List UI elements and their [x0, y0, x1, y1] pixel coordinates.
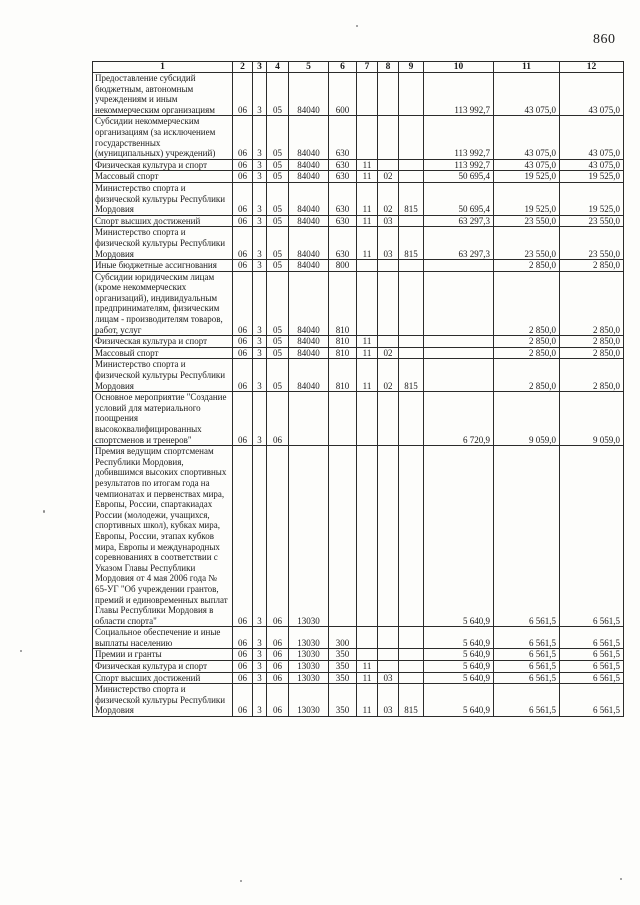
- column-6-cell: 630: [329, 116, 357, 159]
- column-12-cell: 9 059,0: [560, 392, 624, 446]
- column-7-cell: [357, 271, 378, 336]
- column-10-cell: 5 640,9: [424, 627, 494, 649]
- column-8-cell: [378, 73, 399, 116]
- row-label-cell: Премия ведущим спортсменам Республики Мордовия, добившимся высоких спортивных результатов по итогам года на чемпионатах и первенствах мира, Европы, России, спартакиадах России (молодежи, учащихся, спортивных школ), кубках мира, Европы, России, этапах кубков мира, Европы и международных соревнованиях в соответствии с Указом Главы Республики Мордовия от 4 мая 2006 года № 65-УГ "Об учреждении грантов, премий и единовременных выплат Главы Республики Мордовия в области спорта": [93, 446, 233, 627]
- column-12-cell: 6 561,5: [560, 649, 624, 661]
- column-9-cell: [399, 661, 424, 673]
- column-12-cell: 2 850,0: [560, 260, 624, 272]
- column-header-10: 10: [424, 62, 494, 73]
- column-2-cell: 06: [233, 171, 253, 183]
- column-header-12: 12: [560, 62, 624, 73]
- column-3-cell: 3: [253, 649, 267, 661]
- column-7-cell: 11: [357, 215, 378, 227]
- column-9-cell: [399, 260, 424, 272]
- table-row: [93, 171, 624, 183]
- column-8-cell: [378, 336, 399, 348]
- column-11-cell: 9 059,0: [494, 392, 560, 446]
- row-label-cell: Массовый спорт: [93, 347, 233, 359]
- column-11-cell: 2 850,0: [494, 336, 560, 348]
- column-8-cell: [378, 159, 399, 171]
- column-12-cell: 19 525,0: [560, 182, 624, 215]
- column-11-cell: 6 561,5: [494, 446, 560, 627]
- table-row: [93, 359, 624, 392]
- column-12-cell: 6 561,5: [560, 672, 624, 684]
- column-11-cell: 6 561,5: [494, 649, 560, 661]
- column-9-cell: [399, 347, 424, 359]
- scan-speck: [240, 880, 242, 882]
- column-12-cell: 2 850,0: [560, 359, 624, 392]
- column-10-cell: 6 720,9: [424, 392, 494, 446]
- column-12-cell: 2 850,0: [560, 347, 624, 359]
- row-label-cell: Предоставление субсидий бюджетным, автономным учреждениям и иным некоммерческим организациям: [93, 73, 233, 116]
- table-row: [93, 446, 624, 627]
- row-label-cell: Министерство спорта и физической культуры Республики Мордовия: [93, 684, 233, 717]
- table-body: [93, 73, 624, 717]
- column-12-cell: 19 525,0: [560, 171, 624, 183]
- column-5-cell: 13030: [289, 627, 329, 649]
- column-7-cell: 11: [357, 171, 378, 183]
- column-8-cell: [378, 446, 399, 627]
- column-11-cell: 6 561,5: [494, 661, 560, 673]
- column-9-cell: 815: [399, 182, 424, 215]
- column-11-cell: 43 075,0: [494, 159, 560, 171]
- column-9-cell: [399, 627, 424, 649]
- column-12-cell: 23 550,0: [560, 227, 624, 260]
- row-label-cell: Спорт высших достижений: [93, 672, 233, 684]
- column-3-cell: 3: [253, 627, 267, 649]
- table-row: [93, 684, 624, 717]
- column-12-cell: 43 075,0: [560, 159, 624, 171]
- column-7-cell: 11: [357, 661, 378, 673]
- column-10-cell: 113 992,7: [424, 116, 494, 159]
- column-7-cell: 11: [357, 159, 378, 171]
- column-header-8: 8: [378, 62, 399, 73]
- column-3-cell: 3: [253, 446, 267, 627]
- table-row: [93, 260, 624, 272]
- column-4-cell: 05: [267, 215, 289, 227]
- table-row: [93, 271, 624, 336]
- column-4-cell: 05: [267, 73, 289, 116]
- column-10-cell: [424, 260, 494, 272]
- column-5-cell: 84040: [289, 347, 329, 359]
- column-header-6: 6: [329, 62, 357, 73]
- column-5-cell: 84040: [289, 182, 329, 215]
- column-8-cell: 02: [378, 182, 399, 215]
- row-label-cell: Министерство спорта и физической культуры Республики Мордовия: [93, 182, 233, 215]
- column-4-cell: 05: [267, 182, 289, 215]
- row-label-cell: Массовый спорт: [93, 171, 233, 183]
- scan-speck: [356, 25, 358, 27]
- column-5-cell: 13030: [289, 672, 329, 684]
- column-8-cell: 03: [378, 227, 399, 260]
- column-10-cell: 5 640,9: [424, 661, 494, 673]
- column-2-cell: 06: [233, 159, 253, 171]
- column-10-cell: 113 992,7: [424, 73, 494, 116]
- row-label-cell: Основное мероприятие "Создание условий для материального поощрения высококвалифицированных спортсменов и тренеров": [93, 392, 233, 446]
- column-3-cell: 3: [253, 260, 267, 272]
- column-9-cell: [399, 392, 424, 446]
- column-3-cell: 3: [253, 215, 267, 227]
- column-12-cell: 43 075,0: [560, 73, 624, 116]
- column-11-cell: 23 550,0: [494, 215, 560, 227]
- row-label-cell: Физическая культура и спорт: [93, 336, 233, 348]
- scan-speck: [20, 650, 22, 652]
- column-5-cell: 84040: [289, 159, 329, 171]
- table-row: [93, 215, 624, 227]
- column-2-cell: 06: [233, 271, 253, 336]
- column-4-cell: 06: [267, 627, 289, 649]
- column-6-cell: 810: [329, 271, 357, 336]
- column-2-cell: 06: [233, 359, 253, 392]
- column-12-cell: 2 850,0: [560, 271, 624, 336]
- column-6-cell: 630: [329, 159, 357, 171]
- column-11-cell: 6 561,5: [494, 684, 560, 717]
- column-2-cell: 06: [233, 661, 253, 673]
- column-5-cell: [289, 392, 329, 446]
- column-6-cell: 630: [329, 215, 357, 227]
- column-7-cell: 11: [357, 359, 378, 392]
- column-12-cell: 6 561,5: [560, 684, 624, 717]
- column-11-cell: 19 525,0: [494, 171, 560, 183]
- column-11-cell: 2 850,0: [494, 347, 560, 359]
- column-6-cell: 300: [329, 627, 357, 649]
- column-11-cell: 43 075,0: [494, 116, 560, 159]
- column-7-cell: [357, 649, 378, 661]
- column-6-cell: 810: [329, 347, 357, 359]
- column-11-cell: 2 850,0: [494, 271, 560, 336]
- row-label-cell: Физическая культура и спорт: [93, 661, 233, 673]
- column-4-cell: 05: [267, 116, 289, 159]
- column-9-cell: [399, 215, 424, 227]
- column-6-cell: 350: [329, 672, 357, 684]
- column-8-cell: 02: [378, 171, 399, 183]
- column-6-cell: 350: [329, 684, 357, 717]
- column-10-cell: 5 640,9: [424, 649, 494, 661]
- table-row: [93, 347, 624, 359]
- column-9-cell: [399, 446, 424, 627]
- column-12-cell: 6 561,5: [560, 661, 624, 673]
- column-5-cell: 13030: [289, 446, 329, 627]
- column-11-cell: 6 561,5: [494, 627, 560, 649]
- column-7-cell: 11: [357, 672, 378, 684]
- column-4-cell: 05: [267, 260, 289, 272]
- column-11-cell: 2 850,0: [494, 260, 560, 272]
- column-3-cell: 3: [253, 116, 267, 159]
- column-8-cell: 02: [378, 359, 399, 392]
- column-3-cell: 3: [253, 271, 267, 336]
- column-9-cell: [399, 672, 424, 684]
- column-3-cell: 3: [253, 171, 267, 183]
- column-12-cell: 2 850,0: [560, 336, 624, 348]
- row-label-cell: Субсидии некоммерческим организациям (за исключением государственных (муниципальных) учреждений): [93, 116, 233, 159]
- column-3-cell: 3: [253, 672, 267, 684]
- column-12-cell: 6 561,5: [560, 627, 624, 649]
- column-2-cell: 06: [233, 260, 253, 272]
- column-2-cell: 06: [233, 182, 253, 215]
- column-8-cell: [378, 116, 399, 159]
- column-header-7: 7: [357, 62, 378, 73]
- column-header-9: 9: [399, 62, 424, 73]
- column-2-cell: 06: [233, 227, 253, 260]
- column-12-cell: 23 550,0: [560, 215, 624, 227]
- column-10-cell: [424, 347, 494, 359]
- column-6-cell: 600: [329, 73, 357, 116]
- column-2-cell: 06: [233, 73, 253, 116]
- column-5-cell: 84040: [289, 73, 329, 116]
- column-6-cell: 630: [329, 227, 357, 260]
- row-label-cell: Субсидии юридическим лицам (кроме некоммерческих организаций), индивидуальным предпринимателям, физическим лицам - производителям товаров, работ, услуг: [93, 271, 233, 336]
- column-6-cell: 800: [329, 260, 357, 272]
- column-10-cell: [424, 271, 494, 336]
- column-5-cell: 84040: [289, 359, 329, 392]
- column-header-2: 2: [233, 62, 253, 73]
- column-6-cell: 630: [329, 182, 357, 215]
- column-11-cell: 43 075,0: [494, 73, 560, 116]
- column-7-cell: 11: [357, 227, 378, 260]
- column-9-cell: 815: [399, 227, 424, 260]
- column-10-cell: 50 695,4: [424, 171, 494, 183]
- column-9-cell: [399, 171, 424, 183]
- scan-speck: [43, 510, 45, 513]
- column-7-cell: [357, 392, 378, 446]
- budget-table: [92, 61, 624, 717]
- column-6-cell: 350: [329, 649, 357, 661]
- column-2-cell: 06: [233, 215, 253, 227]
- column-3-cell: 3: [253, 159, 267, 171]
- column-5-cell: 84040: [289, 227, 329, 260]
- column-8-cell: [378, 271, 399, 336]
- scan-speck: [620, 878, 622, 880]
- row-label-cell: Иные бюджетные ассигнования: [93, 260, 233, 272]
- table-row: [93, 73, 624, 116]
- column-8-cell: 03: [378, 215, 399, 227]
- column-9-cell: 815: [399, 684, 424, 717]
- column-6-cell: 810: [329, 359, 357, 392]
- column-4-cell: 06: [267, 392, 289, 446]
- column-7-cell: 11: [357, 684, 378, 717]
- column-2-cell: 06: [233, 446, 253, 627]
- column-9-cell: [399, 159, 424, 171]
- column-8-cell: [378, 649, 399, 661]
- table-row: [93, 649, 624, 661]
- column-9-cell: [399, 336, 424, 348]
- column-9-cell: 815: [399, 359, 424, 392]
- column-2-cell: 06: [233, 347, 253, 359]
- column-5-cell: 13030: [289, 661, 329, 673]
- column-7-cell: 11: [357, 336, 378, 348]
- column-11-cell: 2 850,0: [494, 359, 560, 392]
- column-9-cell: [399, 649, 424, 661]
- column-3-cell: 3: [253, 347, 267, 359]
- column-2-cell: 06: [233, 627, 253, 649]
- row-label-cell: Спорт высших достижений: [93, 215, 233, 227]
- table-row: [93, 116, 624, 159]
- column-6-cell: [329, 392, 357, 446]
- column-10-cell: 63 297,3: [424, 227, 494, 260]
- column-10-cell: 5 640,9: [424, 672, 494, 684]
- column-10-cell: 50 695,4: [424, 182, 494, 215]
- row-label-cell: Министерство спорта и физической культуры Республики Мордовия: [93, 359, 233, 392]
- column-4-cell: 05: [267, 359, 289, 392]
- column-5-cell: 84040: [289, 271, 329, 336]
- column-2-cell: 06: [233, 684, 253, 717]
- column-10-cell: 113 992,7: [424, 159, 494, 171]
- column-5-cell: 84040: [289, 171, 329, 183]
- column-7-cell: [357, 260, 378, 272]
- column-4-cell: 06: [267, 661, 289, 673]
- column-10-cell: 5 640,9: [424, 684, 494, 717]
- table-row: [93, 182, 624, 215]
- column-11-cell: 23 550,0: [494, 227, 560, 260]
- column-4-cell: 06: [267, 649, 289, 661]
- column-8-cell: 03: [378, 672, 399, 684]
- column-2-cell: 06: [233, 392, 253, 446]
- column-5-cell: 84040: [289, 260, 329, 272]
- column-2-cell: 06: [233, 672, 253, 684]
- column-3-cell: 3: [253, 684, 267, 717]
- column-5-cell: 84040: [289, 215, 329, 227]
- column-7-cell: [357, 627, 378, 649]
- column-11-cell: 19 525,0: [494, 182, 560, 215]
- column-9-cell: [399, 116, 424, 159]
- column-8-cell: 03: [378, 684, 399, 717]
- table-row: [93, 672, 624, 684]
- column-4-cell: 06: [267, 446, 289, 627]
- column-8-cell: [378, 392, 399, 446]
- column-4-cell: 05: [267, 336, 289, 348]
- page-number: 860: [593, 32, 616, 47]
- column-4-cell: 05: [267, 159, 289, 171]
- column-3-cell: 3: [253, 661, 267, 673]
- column-3-cell: 3: [253, 73, 267, 116]
- table-row: [93, 661, 624, 673]
- column-7-cell: 11: [357, 347, 378, 359]
- column-4-cell: 06: [267, 672, 289, 684]
- column-8-cell: [378, 627, 399, 649]
- column-3-cell: 3: [253, 336, 267, 348]
- column-header-4: 4: [267, 62, 289, 73]
- table-row: [93, 336, 624, 348]
- column-10-cell: 63 297,3: [424, 215, 494, 227]
- column-8-cell: 02: [378, 347, 399, 359]
- column-12-cell: 43 075,0: [560, 116, 624, 159]
- column-3-cell: 3: [253, 227, 267, 260]
- column-10-cell: 5 640,9: [424, 446, 494, 627]
- column-7-cell: [357, 446, 378, 627]
- column-5-cell: 84040: [289, 336, 329, 348]
- column-6-cell: 350: [329, 661, 357, 673]
- column-7-cell: [357, 73, 378, 116]
- row-label-cell: Премии и гранты: [93, 649, 233, 661]
- column-2-cell: 06: [233, 649, 253, 661]
- table-row: [93, 159, 624, 171]
- table-row: [93, 392, 624, 446]
- column-4-cell: 05: [267, 171, 289, 183]
- column-4-cell: 05: [267, 347, 289, 359]
- column-header-1: 1: [93, 62, 233, 73]
- table-row: [93, 227, 624, 260]
- row-label-cell: Министерство спорта и физической культуры Республики Мордовия: [93, 227, 233, 260]
- column-10-cell: [424, 359, 494, 392]
- column-5-cell: 13030: [289, 649, 329, 661]
- row-label-cell: Физическая культура и спорт: [93, 159, 233, 171]
- column-5-cell: 84040: [289, 116, 329, 159]
- column-2-cell: 06: [233, 336, 253, 348]
- column-2-cell: 06: [233, 116, 253, 159]
- column-header-3: 3: [253, 62, 267, 73]
- table-row: [93, 627, 624, 649]
- column-6-cell: 630: [329, 171, 357, 183]
- column-3-cell: 3: [253, 182, 267, 215]
- column-4-cell: 05: [267, 227, 289, 260]
- column-9-cell: [399, 271, 424, 336]
- column-header-11: 11: [494, 62, 560, 73]
- column-6-cell: 810: [329, 336, 357, 348]
- column-9-cell: [399, 73, 424, 116]
- column-5-cell: 13030: [289, 684, 329, 717]
- column-11-cell: 6 561,5: [494, 672, 560, 684]
- table-header-row: [93, 62, 624, 73]
- column-header-5: 5: [289, 62, 329, 73]
- column-7-cell: [357, 116, 378, 159]
- column-4-cell: 05: [267, 271, 289, 336]
- column-6-cell: [329, 446, 357, 627]
- column-12-cell: 6 561,5: [560, 446, 624, 627]
- column-8-cell: [378, 260, 399, 272]
- column-10-cell: [424, 336, 494, 348]
- column-3-cell: 3: [253, 392, 267, 446]
- column-8-cell: [378, 661, 399, 673]
- column-3-cell: 3: [253, 359, 267, 392]
- column-4-cell: 06: [267, 684, 289, 717]
- column-7-cell: 11: [357, 182, 378, 215]
- row-label-cell: Социальное обеспечение и иные выплаты населению: [93, 627, 233, 649]
